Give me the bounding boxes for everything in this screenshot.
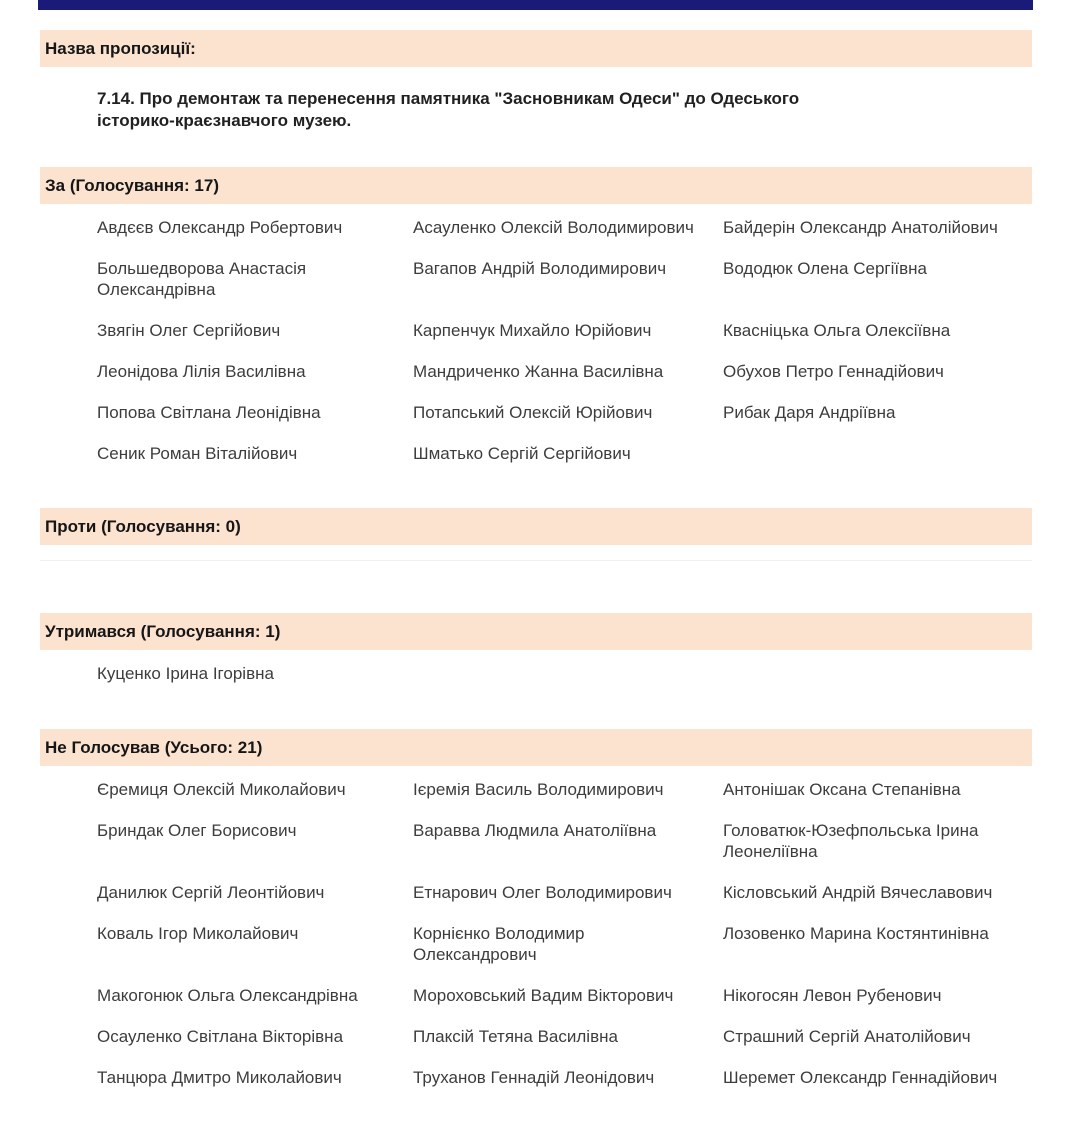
voter-name: Коваль Ігор Миколайович [97,924,299,943]
voter-name: Труханов Геннадій Леонідович [413,1068,655,1087]
vote-sections [40,167,1032,1094]
voter-name: Потапський Олексій Юрійович [413,403,653,422]
voter-name: Шеремет Олександр Геннадійович [723,1068,998,1087]
voter-name: Плаксій Тетяна Василівна [413,1027,618,1046]
voter-name: Обухов Петро Геннадійович [723,362,944,381]
voter-name: Куценко Ірина Ігорівна [97,664,274,683]
proposal-text: 7.14. Про демонтаж та перенесення памятника "Засновникам Одеси" до Одеського історико-краєзнавчого музею. [97,89,800,130]
voter-name: Нікогосян Левон Рубенович [723,986,942,1005]
voter-name: Леонідова Лілія Василівна [97,362,306,381]
voter-name: Мандриченко Жанна Василівна [413,362,664,381]
voter-name: Мороховський Вадим Вікторович [413,986,674,1005]
vote-section [40,729,1032,1094]
voter-name: Осауленко Світлана Вікторівна [97,1027,344,1046]
vote-section [40,613,1032,690]
voter-name: Авдєєв Олександр Робертович [97,218,343,237]
voter-list [40,650,1032,690]
voter-name: Макогонюк Ольга Олександрівна [97,986,358,1005]
voter-name: Данилюк Сергій Леонтійович [97,883,325,902]
voter-name: Корнієнко Володимир Олександрович [413,924,585,964]
voter-name: Байдерін Олександр Анатолійович [723,218,998,237]
vote-section [40,167,1032,470]
voter-name: Єремиця Олексій Миколайович [97,780,346,799]
section-header: Не Голосував (Усього: 21) [40,729,1032,766]
voter-name: Большедворова Анастасія Олександрівна [97,259,307,299]
voter-name: Попова Світлана Леонідівна [97,403,321,422]
voter-name: Шматько Сергій Сергійович [413,444,631,463]
voter-name: Танцюра Дмитро Миколайович [97,1068,342,1087]
voter-name: Карпенчук Михайло Юрійович [413,321,652,340]
voter-name: Лозовенко Марина Костянтинівна [723,924,989,943]
voter-name: Варавва Людмила Анатоліївна [413,821,657,840]
proposal-name-header: Назва пропозиції: [40,30,1032,67]
voter-name: Вагапов Андрій Володимирович [413,259,667,278]
voter-name: Етнарович Олег Володимирович [413,883,672,902]
section-header: За (Голосування: 17) [40,167,1032,204]
voter-name: Ієремія Василь Володимирович [413,780,664,799]
voter-name: Квасніцька Ольга Олексіївна [723,321,951,340]
vote-section [40,508,1032,561]
voter-list [40,545,1032,561]
content-area [40,30,1032,1094]
voter-name: Страшний Сергій Анатолійович [723,1027,971,1046]
section-header: Утримався (Голосування: 1) [40,613,1032,650]
voter-name: Бриндак Олег Борисович [97,821,297,840]
voter-name: Сеник Роман Віталійович [97,444,298,463]
section-header: Проти (Голосування: 0) [40,508,1032,545]
voter-name: Кісловський Андрій Вячеславович [723,883,993,902]
voter-list [40,204,1032,470]
top-accent-bar [38,0,1033,10]
voter-name: Асауленко Олексій Володимирович [413,218,694,237]
voter-list [40,766,1032,1094]
voter-name: Антонішак Оксана Степанівна [723,780,961,799]
voter-name: Рибак Даря Андріївна [723,403,896,422]
voter-name: Головатюк-Юзефпольська Ірина Леонеліївна [723,821,979,861]
voter-name: Звягін Олег Сергійович [97,321,281,340]
voter-name: Вододюк Олена Сергіївна [723,259,927,278]
